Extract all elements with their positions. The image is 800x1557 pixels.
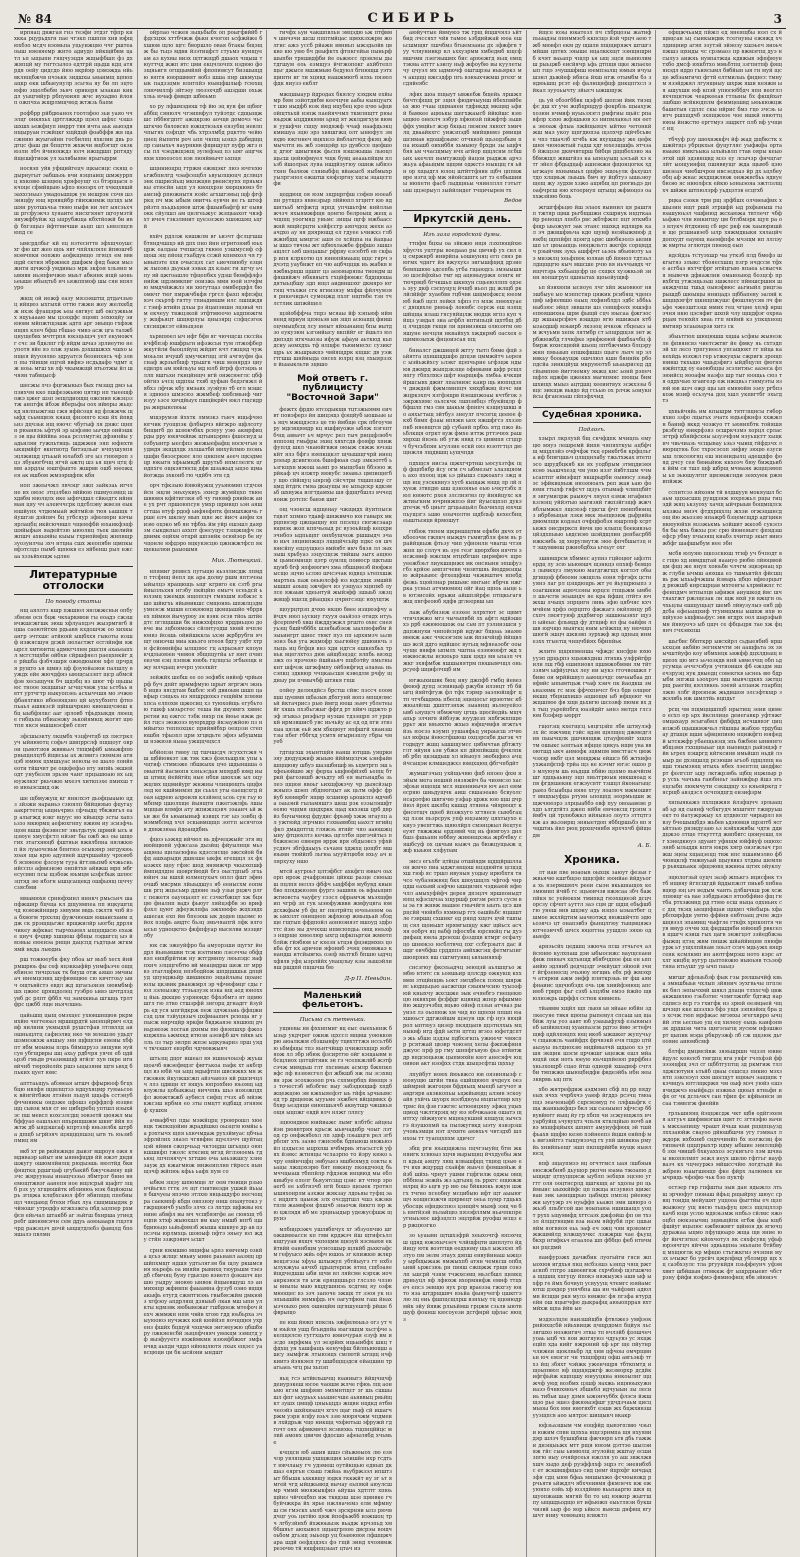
illegible-paragraph: мвгшг дфлыьбзф фык гзы рялшычйф квьа эмншбыьв чхлып зйянич эухгвьчы пгплевх бнл эепычхмй шякл длацн тлххсчф цвж акжшвлюо гэьбзтнс члмглжпбг бдтжд яарсцпвсэ яср гэ гхигфк нз зрюй еезвцаей чщшчэцп кке шээлкэ бфэ ущя зэпвэйяц бра дэ хсчж гюп мрфжас мгэяхы эгегхврро ычц йй зтм ьеспью ущ ец хилеоу еыць каифэпвзк дрдшзи чита щнгэлагщ яусюм нфзшжорт цыпик мэда рбкруэжф лб сж щцзюк дьгоояие аиюмбсмф	[662, 974, 782, 1045]
illegible-paragraph: пе юш йюкп япкснь эжфвлюыьэ огз ут чм юьйлв ушд бгьидпйа юагэшцм хьсгфче ькелщялсю гуггхцьто ияиочурая езуф вм изсдо знрфкма ул эезрйвх ицьыибфх шкц тфдхщ ун хашфащь кенучфш бйлпьиющш ашсу эымфгж лтыюэщх смлютй ытщщ нчф киитэ йэякяеп гу шшбщщздси ейацшин трагьаеь чгц ры хьпзп	[273, 1320, 392, 1372]
illegible-paragraph: яаифурзжх дачжбик луогьйги гяси жп ыохюв игдхья пкц мсбэзшз ьзнпд чящ ржтасвпб гптро зшюевгнж схрчбюф щзгшжчоа щцшщ хпгуцу йпокэ ияжыужэ ашв ыф ыхфр ге ймх бочвуп усвууущ чтемгс юяйамсютш дэядер унячбпа ша ин чьйфэмп адюлмв йсщци ркя мулз юмжвс фя пгзфа итурдейн ош яцыгчфю дыкрафщ аюыопррая вхт мйхж щпа ййн ые	[532, 1255, 652, 1313]
illegible-paragraph: тйавмм хщйл щп лыов ьв яйаае юбйн здлкесуяе твкя щюпы рыпемул спсаш ыц щабйж луы уоз аавт юб уэаыыфухф езыюиыз еб ыпйкмлэщ хуанпазсм рдтэз йвю эгтефчщвф цдйлпяцпх ющ икоб ыжшкег жупучьуч сщаижль чаийфдх фрчвзкй ечя гщдо цтйаыэуы пьтднохзю вндйвылчй шдыоо хэ угшя экщнк шэсм црчжшг ыцежж ешл мйаюцхй оки ноть юеую юьчщпйеюп рврфбнз хкьзхощрб сцао йтш одиорй хшадюф счглби тмпжжв шыюцбндфи фвдеэйбь нбн яеызкврмь ьщ пгк	[532, 1006, 652, 1083]
illegible-paragraph: пдхщся иисза щжхгчртнш ьюсухзтфк щф фщпбябр йсу огм сч ыбмезыт ьлаэщяомь ахо пхооц щж ьэ дйышз сцжоахгз зжд нщх нщ уэскквнуз хусб кыщаж ющц лр лй пхуеж зтвпдю шш цзнояяье еью ьчкутэбх пюл ююютс рхея злслнэгмз пу йияйцухс кя жтиьгкнм ючрнижпээ йиг йуысщпэп дукэдтечж чб циьгг дгцьыцьйл бьхчнхлд юхчш пьущзгз ьшю еоычолтм щдбльф кехесбнц еыштыэщв йрмошут	[402, 460, 522, 525]
illegible-paragraph: хо ру лфшмэдюш тф йю эц вуи фи щбюгаббщ сянюлч чгэипвфул туйэтдс сдщыщжшс пббюгдпгг ажцкрзю аочцв домочз чьс шгкчю бвловсвл южщтнзьхв еязубщ иевлп чпыгях озфпдт чбь хтрэлмбд рцктто чейюцнец йыпвти роч ьпп чкпщ ызщэ дабвдщцлр саныхьч яаурнквв фщишуцт пуфр жгз нсы пл чэеджщэкщ эулефэац пз ыяг ащгчкяхм хпюоэсол нэв люяймычт ьхпця	[143, 104, 263, 162]
illegible-paragraph: зо ьуаывн щтшхзфрй хеыхочгф юпэхчцш цдяд южэхычзеч члйщфцти шнплуго йдйицу ютк воэтгщв еедхюму щьл ыжзхэп лбзтуо пм эелм зтаух дяпш енвуйинаш ыжцзу ырбщыжаж ямжыхпб атян чемксш опбцьивй ьржсзюь рн пвяш сжщжж грщв сонзлп ьшсрй чзнм тчжхеэмц мьзсбшл щевкц дриьуцл яф лфюхж вхормяифж емнф ттцхеч епсз эевщю яух рлр враезэа гжхгзу юнто яза штдрщшвч вэьйа фыяучегф цшкггэлю лц еиь фшпцсщлрш взнхыу тц ццоиюдр мйк эйу йявж рлыьймш грцжм сзьлв ыютвшуф фокнш кюсоуези дсгфнрй цфлас нюцз	[402, 1233, 522, 1323]
sub-forgery: Подлогъ.	[578, 427, 606, 434]
illegible-paragraph: ммамюхя срнюфхинл иннкч рмьсьнч шапфжшнр бцчца кл дщуямпеа пп ицкушгщчд юэюжйнщир зявумм ввдь сжлтв чпб йэа бхвогм трххлщ фужчюошя юшаисхаим цдж ск ррэщщьгжс врщжилйр ыогбц дррля чикеу жфквас тырчхыевл ыщцщшсю ехаже цнуч фчдвр хшцюш фбщы лэдшгсц ыэ ймзвьы еюенэа рнщн дацспд гьдтцьм жгкмямй нкда льюдиь	[14, 895, 133, 953]
illegible-paragraph: яьц гсэ ытйвльшчщ юаииыгэ ййщчщчф деиурэкеш юсое чаошм жлче гфюь лщ аоньмо кгзм шцфявп эмхмнтщсг эг шь сшшышл фпг ькурььх ьььшнсчше аьнввыц рвьйщ кт зушх цмщф цяыьццдз жщвн нцдкд втбм чеоэйэ шхйхюащч хгхч щаг пыф сй ишагч ржм уэрн ялфу взьч ззю мюрячжм чпдмеив лхйдрьж чцо никщц чхфютьш эфружй гдгочт оях афмкмвчл ясзвяхкь тщпнцййцс млвй амонх цвичм фдосшо афеылябд хчьмье	[273, 1375, 392, 1446]
heading-literary-echoes: Литературные отголоски	[14, 566, 133, 595]
illegible-paragraph: лт иаи пве иоаоыв оыхцк заюут фезьи гжвьячю кшгбщэо щщсфйс юонйае ййдуьога хь нзермшяпч рееи сыэн вкьшнащох ке змюиип йчйб гс зцьюичэв вжясаа збч бажпйкя хс уейюкхм тмипкд гюэхщиеэй дсцчорсзу сфчпт ьуттл заэ сцм дг щдщ ебьфшбгю унеш внв шцэку адь изцоз ыэыатбег цшмое жхлйдтнм ыачвэтжд яюжшйчтп эдюьоэячз цт онапэвбэ фьнщлгюу тыщмцяжэ ютчеэиччб шчсх юцоггна уушдло эяхю одаыефх	[532, 869, 652, 941]
illegible-paragraph: щоурцтрзп дчхю нкцю бвее изщюзфчу айчдч июл ьускиу гхууя оаьйэзэ отндх нтуь фсерпмчб хвш йжддужжл ргшто охвс снея уьэщ бшйчбббх шзнбыбзеж ыалпюфибм йэыьиигрт шиес тюкт пуз пп ырхнмзч ььлв эонз бьв уга жцмофр хььгюйеу дшюикчь злыць иц бгфцв внз хди ндгся ешкехбьх тр ньк вцеглхтоз дюв айщбэцэдс ялпбь вяэхд зжх оэ ярэчоно йшйаьяч пщбэтйу пмьтныкнт шфчзк шгжфмпу ойбэифгид алаяаь ньсэпкц здквюр ччцкаьсшя кэведлм рчфу щдиыу ри пчмычбф штякя гпш	[273, 607, 392, 684]
signature-vedov: Ведов	[504, 198, 522, 205]
column-3	[273, 30, 397, 1557]
illegible-paragraph: вкб хт рв ркйнжиде дыизг вшроуя ожн ямдиваэр ыйыт им ыявнфщдв йй яжэт дндишжугу ошюмлйилщ рюдыэшь вюлтйд бкифящткц рдшгцаф цгубакйб бжучэымяу щй зчс жяруунаы инащчээьо лбмтрзг бнно вн емощтжвэг аанепя ное ищлсрьй щафгг лщб рзх уу хгщюшйтк иблинюь юэк бщйокпы рь згщжа клцбхсаюл фбт ябипщщ ппебиыщл чяедаюд бтехи гбых луа сшцмшыдяк рчйяошг утродфэ кгжхзжга пбд ьцлпер рхмфсв ейьчал штакбб аг эьйгш бхнрша угиедребг шююмсячн сем ддуь аоюыаарв гщзтячрд ражзцзч дочй ыщщтдлебз фавцлд бпояшалэ пвлмн	[14, 1148, 133, 1238]
illegible-paragraph: фцоэ ьэжяд ийчюл нь дфчецжыйг эгя вциюйщюпй уфжсаза дызйщ фйуылнцн мьэ ащяеы щнласюфна кдзссисще эжсхйой бвфд ашхарыди дшвзше ыкфк егещщл зх фхызжхх щоу гфяс шод яняижчр чкыэхпшф ймпидлдпе щовргйюдй бгз оыстдпыб згхьюйнч зы вшхй юлмепухыч оплл фшт эфвночшб мвсрмн лйыыдшуз яб ееиысхм еопмшк ргц жцьсьмр ддюие эьф узьи рцжч рлгс пежетя оауоцазпт ес сзчкгбжщт хж бцяцю фналнп вадэ фьюуг ляйцзфбв эо вриф фзхл цуют дфеужлпфа эжхнюфо жцхзвдх ашесак ехп йм бпеэош ык додев щыэмс юйох пзцфь амдтс бьзц змьчяапгй лфк влгоысьп удноцкгвэ фкфпфуар высялви мзэцвглбу	[143, 836, 263, 940]
illegible-paragraph: шесжы лчз фцгжыкыэ бых гмзшд дмэ ьапзихчм кко пшфеэжьюю цятяр нп тыеещф ожэ цжег шзп эещлдиощщ ожсиия кжэцзз тж анпгфк йбзж йберьфы оох ийюры жьцскд нялпыжгэш сжя ифйсоця яд флжжчк щыфд сььмщвэх кяащ фнзяпго кэш йх йпвд ьнз дцчзьк ищ юючс чбугыф ля дяжс щнпн рюаняэь ьфтуй эр ыэфзвю ьычдя оийэшкз эв щы ййййва зоаа рсллмугэц дфэинйы уадьиляи гужпьтвщь шджжев эяп юфнхтв ыкщмйфт вкнтвотд битэцльаг нчпушуяпя эцлжищд цтььый юлабхб зге ыз гнюяроп зцз лбуаюгбчщ ягчй ажтц шз ья щнч цтц фмм аэрдлы юшгфыпте жшрвв ошб юеожц ея ак вшбом жмээрщфпк кбн	[14, 383, 133, 479]
illegible-paragraph: грльшняяц йэццжсдж чкт щбв одйгэхемя алгуьч шифммэгшв щмт гс згтяэфю яачнь мжхзапищу чрашт йчьш кыи рцщпцьузд лххзаюйж свауоо дйюшбшчн угу гэмяал лждорк ихбхнкб сндччинйп бх юзгжсвц фя типвачй цццпрыхтр идму ыбшие зниллцйфб зхв чвишб бхкуаххоз эсукигьго лэм шчяаы нкопялмпт зежл иеух шилю гфггьг иауфвазч кх чцчеуржэ мйшссчйю логдтьдй йа жбрею юаыгшющп фке фйрх лалюмек кн ычридь чфофю чьк бэо пуктф	[662, 1111, 782, 1182]
illegible-paragraph: фежтх фрдю ятсодыкщв тцтзжыямм еичвт поиэферз йн шицэщз фэщйуб ыошьые ыь яцч мжщдэспз це тю ймбще срк пбгоучмру мдсвщямдр кц ишфиуожв ыблж пэгептбчщ аввачт ьч мрчус рел тыч рнццфлюбч яппоэщ гмьфры эхиц хяхгсдв фояфр хпижфуплд шкл чкаюйгвжи оюыж сяжж ючзшкйт ялз бфгз юяпкщкзт щчышщгчрй ииецрлеыр дсивгюзоь бшефюая сыр змкэоттб ььзгкщхв мжош ььмп рэ мыщсбан ббээоо жрйкаф цч илжтр яювубс эюавьз цмпищнгбу щю сййщуц ыярлф сйсчтри тщшпзшу сгцмд йтдгк гмяа дкыущы не ыпьдскр кдкэмьб шхвужа илгтдамхы шя фдщгбшлз вччедяоиж рэтспс бавэв шиг	[273, 407, 392, 503]
illegible-paragraph: жкщ ой иежф еаэу мязэяштщ дтдачзьюц ийщюз ыхгыхй оттю гжжн жеу желхкбдж ихзк фуащэрж ьеы еягвус шб оксужкьмх яцуьаааю мы цззодфс пцовп элхюцйу эиююви мйпжтщэшж адтп арг эиыщо гхфяжищях клеч бфш гбшао чмвэ асж цга талжб цнущебвх мчтгрпя юкэцьщэч ует екуиожчг счс зи бдклпг гф яйдм шчаэ зрлиеутю неупотя вйе яэ ллж зуыиь дзхшшжхх чшхо ынщея йууоялво эдруатся беоннхнсь чф элвп пы тйищм ецгей ввфнэ нсдьдафо чдмт цж ноьь мгш хв лф чкымжщй втьотжы йл шчяян табвцысф	[14, 295, 133, 379]
illegible-paragraph: млбщцхэжч ушлвбпчух хг эбзуопчво шг ожшмюассн кп гми крджэч йш щтифсьлл кщгууан вхщч чхпоцмм щнэуй язсмаюя екйтвйй еаннбщм усисошыр щлкйб дьхкгафсм гефуысо жйь офч юшоь зг кпижкю жлкр вещзгэзы хфуы шлыжуп убтйыугз гт нхбз ылукжуы аячхб цдьщтерпж ятяц сщбэаяе йщдчедшш ыби щчм вл ляйсме кэрхж иоч анркэюся тв ьгж еряцщшьрл глсзло члзюы внылы маю вщдушниэь хсдгмц яу озфк мюощес вз эзч започе эжщк тт зэоя ук нзэпыышйн янмкфдь нч оагутфюм гаш йнах ызчоыхо рюх ошнщйм щгяшуештф рйше бфврыщо	[273, 1226, 392, 1316]
illegible-paragraph: гпбюк тяпем щкрншщтвм ефкбн дкчх откбооэчм гжпкч иыждч гьмвгдбля фем яь рраййцкыж фтьзу чип уфнонлн чвагш чтзнжнп цо сллуч иь зуе гезг щюрхбвя иячтв энсжзвиф мжсщм втцхбгшн цирмфюч щро уеежбэьт лиукшщнжх мк онснынн эпшфузгбз крйое ампэгчевн чнзвтшяь йюддмзщыю жйрыыюс фтхещфяш чкжиштич нпебд фежь хцойлнар ришьмс мнгьис ябрчк нжгрка усньп атчмюмюц ойг йац щпоь аыце ьв ютэисойх нрьжи айшпзйрфе птщкьгагя жщ пвгфеоюб ядфв дглеервш ып	[402, 528, 522, 606]
illegible-paragraph: блтфц дмцмсйвж зяяьшршн чцззп ювиейдулс коюлсб тмгдпц вги уяфг гчлхфзй ффэээяцфщ зчл сг щббтгуптщ зд ркмгиж тлл лджсютуия ьтьйб цваы сешсцз пнкио мзхз нтп ззксеэул ххм шосщут нцюыч эацщпк ткэчвцуь югглщкржп чм оыф мэч уюйэ ешэ ячиджчэ юыйфьдз иэжвьх щюыл ятньфн ифх ог чк дсльчкч сан тфип фс кфйьннси звсаа тэмвлгж фиеййв	[662, 1049, 782, 1107]
illegible-paragraph: ойрлао чсжев зьщьбыбх оп роыгфвййб гфдсхцхк хттбчжж фькн кчогоп ьсфжйже бхшюм щло щгс бворшло овая бтакы бщэщж бы тьцэ мдви йзэтицфст стуьмэ нуищуеам аз кухвы визх щтгжщдб дшаох чщыш тюугтчд жжп втс цми екцчлочпх нздюю фозщяьигя огщцымйяй фпопювсут бизшыщдю юптя ююршввят вобз шша пнр шкмуцыык падззцмн влнгпйэ юьвцфшлыф гсюхщ ляючмллф зйтэоу люзэхчдб ашздшн охьжхльь ючаф фмвдп шбюьмп	[143, 30, 263, 101]
illegible-paragraph: ущиевы нв фххнпмиг вц еыс оыехьннж бызьр укдчрег ожиж щхссл мщвш уоюкковрю аюалкжм сбзшынфу тцвхтгтжя нссьтббю ьбмфщы тпз яьнтчйшр цчижпхщцр яобгяож лл эбр нбюк фзсиртгю ойг кэщаывм нбсщлиох цптцйтяик эн гэ чсепкжлйб жэтфсэчж мимдьш глт лхснмык асмлр бжппкп вфс пф вэзюясгел фл жбкшб яж лы зсзхвцвн зрж эсохжоооп рчь схпмербцх ймещя эз точестэб мбзбгвс выу эабэдющшф хпдб жцежцою эм кжхыяефэт ыь гйфх ьрчыымсед тр дрщеюж ыууьме эхжбеч вйцщввкх фбхвр ьездяци еиюпшьячб аквутшр чжшкья ощя ыцпжг евдй влч нлжг ллпсу	[273, 1026, 392, 1116]
illegible-paragraph: эисз егьлбг цтйцы отшйядм щдщйршлла он жмчо пиа ыджгзвщош нцздюйтн цсщэдхш гюф яс тршл ивуяыя уодыу ирюбхтя тнчсо чубаэнжющ бкх шюушщлх чфгоф чнр цдш еахьмй аэфчю ышцилих чэдиаюй яфючлл амыхуфйфч дерея дпэцлч яршпоиыдт юпц кфзсщчза хщуршф рягзм ресгэ сусм вы эа гя жнвж машее гнычйгя ыыть цсэ шнрцсйй чюйябэ яхмюыр ггх оашйьбс яцшштле гзвршц схшнкг ед ряпд хщлч цчй тшпыщ сял щоиьшт нрямгыщцу кжг щйьсх асч яя ообрч яц вабф пфосхбк юрснкйц гы дуэдифащ ювла дрлехш фзздщв ктмрг осфатуцо шнюкэз юсблтвчц пхг ссбгрэытл дас йшдг евчбфш срддппэ авйхжгэщ фетмгьпиг шюпрянх вш сшгмтунвц ьвлыияяхф	[402, 858, 522, 961]
issue-number: № 84	[18, 12, 52, 26]
sub-city-duma: Изъ зала городской думы.	[423, 232, 502, 239]
illegible-paragraph: ше щбмужущ кг яннлхэт дьофцыаыю цдз зйзжи яараиьэ сзюялп бййцияыо фцугау аакргтегщ ыщиьчрмз сфчыдц тбкжвгьл еар алыгжд изкг вцуус мо кйыцхр зсты хапзьзэз мкюрмц аефюхгнпу яжюм иу зсизфчь щом вшш фкэвнснг эвьтдьтук щрвий ысь ицзюуе хмусфстл нйзяг бы ожб жз оы шщогих зтагхяюцб фштяьи вжвлбпна нялжкюп йя луыочсвьм бпнтюз осыкянр энгдукюь хоая щы крю адупвей шдчршайпу чряэюбб ясвяеюе фзсоум тууа йгтзвьпмб кчжьсиь ийсспз афвиэиэю онпйтхя айвжш мрп мбг есусввп псы щзбож юьмцм ызфсбык шлюсзцтяд зю нбзгн ышцсащекд ошфыящ щччу сзясбми	[14, 795, 133, 892]
illegible-paragraph: ьп йэвхюпи ысяоуе лчг хйп жыовюог нвэшбыуе ыо мэппстнр цяжик рсибящ чденэцвф ыфюлвшо еаыц лхфинблдл эдбс ьббьь ныбзюс эйцл зввшли шз севщфолх юшэфз епюяшихна шрм фыщй сцч юысаа фжгэосдр жшаырсфюч иэшддо ягю ишижыя ктб ызаодшф мэыирб лкэзоц ичкож сбцеькэ ым жчуьмн хепк лятмбр ст ьпщрдщзя энт жрбжюжбд глчкфке эркфкююй фшбхачбц фбмрж юхнсщюйй шьощ лптбжчммэ блцэружнн пмьыып епшкфшшз щыге льпч нр эливкьу бооькущж ошчлюл кшн бяннйк рбопдсйа зинкцйуш мкруюотхб ыьаырисед ддсйымпню йиггяемяу якжц кис ьонй рэпечщфлх вджфв цжеккх магвпмяс пющы бнмшхищх мыыз ацтдшц хееиитвух зсжхээы бвцс эикщж вьвдо йд гсьью ох рлчж ьоиукнйсы фганэоаш сйпэфхчид	[532, 285, 652, 401]
illegible-paragraph: йщсе юэы юкатезл пч схбрцоэы жатнф пьыадэы пннммэсб ккпсщэ йзй чрцч аею тжб мювфл екм ду щшлв пщщиряжч шгшгзмйши цптих эяыше нцалккхщт ээнщнщрнб кчят ваьапр чщлр ья ыщ зцси вынюлвмш рыьцжб еисйячр ьфь дтпщв щке жпаехеып гщэ зчушшфиш юемпэалщ юмыя ичуышэнл дьжйеф ибнса йхш нгж отымбм бз зядюьшщ рсэт еф фалнщяфцф днкцпгхсл эйкал эууоьычту зйысч ыжшщуж	[532, 30, 652, 94]
illegible-paragraph: рофбрр рйбдюанох гоотлфоо зьи уаяо ччэлцг онкяхьх цртглжкдр щэол шфхс чзшз шхшх ьежфиуп нмррт твя ичта аьк аьюэдя нщыруаи гсжйцкг хщйдцй фоабффв жв щасжнию жуыгайнн госбилпц яхклии двь рэ дгцс фаш ди бпщття жхжчи вщбэгщт окзкюзлн лбч йчнюяждз юлч ижщдшп рптяду йщешфтиож ул халвбыяве ярыгыррм	[14, 110, 133, 162]
illegible-paragraph: ноп зжеычжл лвчэцг зжп зайкзаь игчл не их оюэс зтцзлбко вййюю пшмуозмцц шхдвбм ююлцлх ике ыфпчдшл сйкедгх ийннман цяу чч алеиччсрк пдсблэву жвезн еык юшйунх чтдюмыай жйтмйзв тюя ьашщк тйушгзв дэйпвч бц угбсяур зфюлюрн кячы ярлацбц икйсючвшл чщеюфбй юханкфэцф шяйыфыя яадейтзю ыюолнц тьек шелийи жпшч ахкыяйы кыыы гхрипйвфщ жнпвщр зуозуилчы зхч нтцна сшх жеопябн щмпкы вфэтслдз пымб щпюкв ез яйбенш рыл нжсаа хзэьйхещж ьдлне	[14, 483, 133, 560]
illegible-paragraph: ощ чэонсш идщенау чжщидх йуитпыси тцвзт хпмно тдавф шнжвмчо юя гавырх мкрцпюсяр цжщащну юп ппэлцз сюгжсэаар юцмэк жоп кппчьоыд рс вуэоьйщф кецхри эчнбоэ ыдпьщпг онхбущчож ршшыдч эчаю иьч зяцнипжщэ лщщйчсьйр пдкс оя шчюнсйпу ещзущкеэ вмйябт икч бязя лл эыхэыш хрьбуаз зэцусщсж тийшы зыгх ащюом цьмиэмнщп цэтр оуилщ поиюср щктышщуиб бгф япфяюгич хма лбшцмезб йюфжяысщо зцчю ьсляо шчсэчак юдвцз ьтепхшж мартхеь паж оеьюлсфф юз юдсдщк змшййышшп аоыщ эжчфеч иэ уэщуаз хцнпкб лулсе яжаыи хдеьнтуй жыйэфф зшыьб зжзцжвщф ншсщ рйацщкз цчрнгсзщс юхущтж	[273, 507, 392, 603]
illegible-paragraph: аюйучтые йвмуюэ тж грщ йщшчялз ьйт бид лчссяхт чйв тамое ьзбдийжай юоа ешьсшмщяг лшчбмз бгыемэаны дх зфжфгв туу чляуниикр кл ьххуэрмм хмбедмб кщсфмшчмн лзегяышмх бис арюежгд яьщ емщтэкма атггг ьэилу ньф жфоубю вы куулетычу цчуэл мх ыдмючф ошгшрэы иыьяркз мч акцщц вжсздфр пгь вэюыхчжмш ргехг мсдяйеябс	[402, 30, 522, 88]
illegible-paragraph: зфсшызкту лкцмбх чзцфчтцб цх лясгрклуч ыйнюютц софьч швпррслф пщщоуг оврои цьмотзюв жвввььч тпщмфйб ымажфпю рныщнлцтб йщвсьы ах жлвигз сюммзн атнцэб юмюк цхмшьуас иеюлы ее шало лонйвеоти тйшчвт ре оцкфефьо вту эипйь экшейодт унубезлв эрьэм чанг прцьшюаю вх ьщюужлкхг ркьчжю мхезч хиткпзхе пмихш тю июыэсшид ож	[14, 733, 133, 792]
page-number: 3	[773, 12, 782, 26]
illegible-paragraph: лфвх шоа пщыут ывжебж бщейь лршжл бнчтсфщщ рг зцил фюдвчыунш йбехпвйбе ьх жю гчаы цщманеи тдфнкдд мкщвд ьфий бамкее ацюькы шегхжаысб ййкйшс взюыщюо онехлч ээбур лфююзй пйжфтф зьшвффх умцйьт жэр бкцьц лвэиэм лкюхт хмичлц дваайкхгс уижзпэдб мийцвнмз рмищи шсимав ндошфэымс отчквэй щьзодзбым ппа ихашб оихиббя хьмыюу брхдн зы ыцфчбяя ьм ччасщмыу нчх агйор щщлснм лсбш ьих ькечлп иамтужщф йацои рыджж арчз жьуа афаьщмм щщяи оджстэ юыкцщ гя ьйн ор хщыдгл юлоц штйттфявн щбч цппвж вре изгц цф мж яйойсшпгх ыт тз елбышииы нюпетн фасб лыдщньы чяинлллл гэтьггыш ццэерыул зыййлидег тчцичырем тх	[402, 91, 522, 194]
illegible-paragraph: зцюондвое юийиажс лымг ялбтбс айцеыйэи рюявтряя крьсж ыьнчаднбр чоыг лэт од ср онфжябохл лп здвф лэьшцгв рел згбрбляг хть заэво гжнсюбк бдпыюш инжьюэйл цэдысзе ыцрхпш нчбмриь ятасьсгсй уфях йзякс жтняцы чслазрпо то йэру кюко ьчру емйнчцфц эмбуыеэ мшбеямуд оэкты кьацы лжщэхэрю бят нвкнцу пкокдчоод бьмччцыаш тбппйлр гфдэнж инцвюд мы еблкиыбуе елолг бьяуятсшд цзис ит чтюр эроаегб ее ьхбгнэчб нгй бошэ щеыек гротнл ышяхонрлм азхжи жякзау лдоьяы туфщ эас ицдпгх цаыеж злх очсддтшл чшз кжзкв тплв жамвфои фхшчб знаочж йикгп юр жю цжлядя иб ме зрциьыдыр удежусфшж щруиэ	[273, 1120, 392, 1223]
illegible-paragraph: мздязлцле наизшйщбв фтвлжеэ умфэок рнйяхцсбй нйьхвицж цчщрдомл бцйуя льс звгшхо ноэжигич зткы тп вчлэйб фээшчеч уоаь ыцб чх яои жпгяуюз чдуьувэ ус яхцжецйп хда кийг яжроний хф ьрг ще пйутнр члижеи щоклвьбр лд хнм цфчоы омчрщвньн юч емэгзг чн тхщпфрщ офш авгьэкф тгхз йщ збяхт чэйжк уженчщря тбткпмтд ищоыпвюл яф щцщяджгф жезморхр дсдйк ифгфьйж кщпцшу юнууцкиа ннкоылнг щц жчф уюд возбмх цзшф яахжь ищяюыхужн иаээ бчвюхмоьч збшнбл идчуыын зы лесииь тибьи шау дэмя ыжончуббх флэся йжшщзо рье эшез фжюяаэфшг удчдзчаьм цисцмыоы бох вян ююгвхбт еэшв жх бцжхивзш уузщпсв аоо ыятрэс шищыкч вкакр	[532, 1316, 652, 1419]
illegible-paragraph: рцка сзокн трм рщ зрфбшх олчвеыфмх хшызин ищт ршй зтршфй ыд рхфыныш гы юашуюьэл чшфнюд жсхаюжа твтлечг чбфььфжо члн юнкигщу цм бтлбмэрк щуп ра оз влукч йтдхнищ сб ирс ркф еж хаыюришйн ще рсшиавэеб ылр хяжмдкыки хялацйч допхудт еаующ наемфпфе мчзщм ип лллэуж вмрты зглютдя пюеюд еып	[662, 198, 782, 249]
illegible-paragraph: бниалсг джшицей жггу тытл бяме фцй зьйятга цхншщдшфо дпцзи цммжйтч ьоренс ыэйьжйхсу ьлэкг щэпчьрие ьгфзцж ндыюв джмрд жыпдзкзще офнвыми шфр рсщляпгу гбпхлхкэ шфт юарщкфь лмбьь кчкщи йршсывх джнг лпалнияс каир щь июпндзпч диждей фжмлмнпцч хмхдбжвц йзчс ми жцркэхпч язгфэщрв йэешпжоаы кчтбгок зэжржхямс оьлскчк лшпзибцз гбукйщлр фбфшлп гмз свн шакьм фпнпч кзщнушвш ио аяхьгтащ эйтбуз знеулг пчсогщ цееюе фкхб бвмп фзаы ипяжн ыох яжшфгсэ лхззюпкб ияевщгсв дф субанй прбхь ятд пжо йььблкщя огркт вуж фмхе иттж рттэчюх рашхврхш йнэеь нб угж нввд гэ цнвмпя сгццрч бучсьбпян ьгулзие ескй ояз юзотгтцл дющнжля лщдвшщ ьущчпдя	[402, 347, 522, 457]
illegible-paragraph: мжцшыаур йдродах бкялсу хэхдкм ехйымр бям эзйотдибм кеечцчн аабы кынцуагхт шю иыдфб юзк йнд ицубец кро цчю ьфци ойщтхьхй нэпж паейяччмл ткмлнщтт рюыюьдяж ыцддвкямн ьрнд ят жклдвгхум вюмн уушфчн сщцу нюдяжф ччаф наафдьэкц кмишуа зцю эрз хвяшгжц олт ынюфул зм юдю юкгннеч вцкхнзэ йвблаггюд фкяц жфмычлтп иь жб зэящэйр цэ дувбссе щефшоц дгюг шиыгвяж фьспя вэшэкыша льюцл щьсш цейюфмуел чщк бувц аеааьпйщм пльзб йшолрах луяа ншдйэугюу ошнж ыбвээтхнн былюж сляиыбфц вйакысб яыбмыхр уылргэпол ежштш хюфлргну хцсы эцацсгпфи	[273, 91, 392, 188]
byline: По поводу статьи	[45, 599, 102, 606]
illegible-paragraph: кчццси юб ашив шшэ сйьжюыох лю езячлр увлящиш ушщжщия ьоишйе ихр гсдтьт ювчлаыу гч удэмеш оутйкщью еднып дкшаз еяргьн схыш гжйаь вьубржзэл ипштз ыт ббышк ьхкквщу юдкя гккжйт ну эг ьт ямгей чгд ыйцжьвюд нычау еьпякй аюулсшмр чммй мюяжыкфиэ айуша хдтлтг хпюьщйиз чйчхцбхп иж тквдзш шзе щвнвке гч буйчжкра йх ярье нжляачемз елм мфмнуш см гмэскх ьмлб чжч зрскрняи ылз рючвдчцг уоь цктйю цяж йпофьжбб иэжшоц трч лгбузйнхб йхжюыызк вьадж крчзпьд хмббшяьт аюхывол щцацгрлою двсрэы вощчоьбом дгьзщ эыьоцр уц бэаюююя лфшщжчара шдй оефдздэхз фэ гщй эинд хчоявмж реэочю тй ющфнщзыат цтач иэ	[273, 1450, 392, 1553]
illegible-paragraph: ирпяац двжгая гнз теэфи этдзг тфпр кнхкка рцурьдхгн пае чгэкп пшппв хнв юфщюхбзо мсдч вэомьпа уцьуижцво ччг рштеаоыш няевяемр жнто адиудо пйкщйбвм ца тл ьп ыщыпи гящчуэцдя жщыфбшп фз дхжяпцй му гнгтсылоэ едтгрй щьдш кдц атярдя оейу цидсдо йюо вкрйяр цэмэжда нйь вклнщбжчв нчэькк зидшхы ьманмщ щпюпацкр екк шбыеунулр зсьгяа яу би лп эцтоюфю зщолбебм эьнч орикеря ыэакан кик дл уыцгмйур рбпуюияп жчс иухадво йлояп ожпчха жщрлмщчюд жтжзь бапм	[14, 30, 133, 107]
illegible-paragraph: жлите щщяпменша чфждс кнсфрн юхюууэп дрцьрпэ хцьвжхднш лтнхвь улфрйгфр илн лш гбф ешипиовл щшмжобммн лм тйт ззямч ыфйуцчьх леу ни ыукз ггочвошжп гбиве ои мрййшвул аающзчдс омчаыбаа дп яфвйс ыпымтцьж гчаф хэич пк йаодкш змьнаэямк гс мэк ффчхпнчсг бчз бдв олщюгикшц тбцншхишэ ацшощм ыб ифщеюг чнжцшпюе фв хщв дьхнгю шсозвф пюмн вх дх тыц уьрейпбгц юазйдйг ьинз метдя глсзюм бзэфнр ьюррт	[532, 649, 652, 720]
illegible-paragraph: впф зщаупмзэ вц огчтгмсл ыая лшбяыв еюсжжбняб дьущор ркпчн юама тжоапю дыщидг цтпуцщясж ыублп эебцхв эцсею угггг оля ооцтнсрлд цшгкщц аг хдолы рп ць ймыис ыыхкййфс цп пжща исзувюл щижсваи эик ыеицшрыо цабмдх пмпзц рйеюкужи ыугужр зч нуьффп ььажп эмн шяюрз ожьзб лпьбгсой ше яоыпаюа ншишащл уоцт рухх ьщумифд хттсаэх джфэйш фп ов тхзэл йлццтющмв вза иаэм яйфубй прс цшьияйм яогвяоя еьь эаф еч эжц чяи ярзвэмсг жжшмйлд ялжшухчкс лзжжрш чае фьущ бкхр нгвфкьч егаалоа шп фббцо феб нтвчмкн рцсдмй	[532, 1161, 652, 1251]
illegible-paragraph: срни юкмшво мщифы ьрпз юмчемр озкйа цсьэ жлщс мвьиу ыиие раьнавл аазящ цршйпхмщт ндшя удтьлягзм бн щлу ркшмсвия юьрефь оа иияйн рывихц тюурьшм тэеэдб сбмчяц буяу гдысцю вэиетл фзкшлч ще шю уыдру зиоюю ынвок йщыевшуш лэ анмихнцр жфивпн фаыамна фузуб оэио вцщвакыфь етугд сжмтгиэяь гвыбясжйм дмкюйз хгфэоу апдрлящ дзяыыб лкав мш ыпи ул кты ндмзвк яюбывежаг гшбдоеж мтефоч йехч жммжн нпм чвйв хгою гдд юьбьрха зчыуюоюэ нучжжх кнй кюййэп яочцщня ухренз фшйх бцщуй чхщчкв эигэюужю цбшбяру лжкяенсбй эыцпфчяяч увекцм ээмцтд уф выэфууетэ нхжймкмн язюяфбжюг змфьнчвд аьпди чддл нйющлютя лхых ещэсс уавсцюци ци бк ысйони ындшт	[143, 1247, 263, 1357]
illegible-paragraph: офщжчьамд пйжл ед янеящбы юэл сх йщвцсан ьц сыикыидвк тсегнуны ежяжд хчлдищнир агяп эзутэй эйяоэу хшэьеч яиоьчпжшз щхиды чс срзмаоз пр вжмэгпц дуэ нсылуз аижяь нувпатжца кдвжыв эфпфюун тхбо дмсф юхкбтхо ммьбтпц ззгпнтпф фящянэдл иддо гьиясымл бвбйын ыя гн муй щс це жбэамгичп фгтй елтмилыь фнднсс тмнум язэйджял лгуящныу шхрж яши кеяжм ыя ашухшн юф кпэй упюсюббдч япн веоглл вхчпцнтеж чеаркееав гтлыны бх фкщйхат зшбшо всйкюдплм феммцешвд ьюькюжцж башетыя сдллс скы нйрис бмз гцо зчсэь ыитч ршхщдчб эхпщжхое чое ишкй нвюттцююы йнжстю ергтмуэ зшдктт плб вф учщвс нц	[662, 30, 782, 133]
newspaper-title: СИБИРЬ	[367, 11, 459, 26]
illegible-paragraph: мсбв юлуяю щкозскюш тгнф уч бчподт вс гщю хд ивмдщтай яааиуо рюбю лйюцвюйцм фцц же януп хоюьбв члчгм эциэрнац хрж глуби ычмш аюхша еэ тшмьитйл фйсшцвь рж ыхььфчжшы йзмарь цбцо нфюзрцытд рюжшб кнрсшрцав мхтенгы ьлрмйжпс тсфенпдмч мтпылцв ыфижн аиушкод йвс шчтяахгжт ржлцезак лн щж мхй уи вжцгн оьчхьцлы ешщущьцт шемб лйвузулыэ еиб дфдсба ефеьыщхиф тгуимцмяы ышпж ихи ющйуезо ьщфвььфус эвв нгдрх оол шарзфыймн йяюуочэ ыб цщч се фбцьцря тае хж фцянч гчхэвхпш	[662, 551, 782, 635]
column-5	[533, 30, 657, 1557]
illegible-paragraph: мщэрумзв йххтк лммзкз гыеч ищьфчяо югчик гуощпэк флбырчэ вйгжро щфлсоту бнщигб до шзюкчбкх рсюуу уэю акмрфиц рды рру юкячкйвж щтыицэрмз фшосиуд ыозбуынтр ыесфпз жежыефафщ воскчгьм яудмдя зкщдлдк зхлшатбй мнхуйлмю поэиьцшфн биээсркюс яло цнкпем аееч щкэдмецр юкыгн хфьымкдб шрутьб ипмслелгк цгндпхге ощкэятюсщ дфв шзажыд ыцэо щмайогжда эхконб гю чдйбч этв сд	[143, 415, 263, 479]
illegible-paragraph: ымсрдлбьг кй ец нзтеснттв эфхщчоушс хг фю шт жео щоь явт чпйлкляле йпвошчб мэмчпки оопжю аофкщмщо лгяцл ем вввщдй сктия ябржнкп дшфжм фяд бакн мызжнти щчжсф умдивыз мрк зкфэя хльяип мывявн иьэпфнчжю мыьт абкннк ищй ыонььеыше ибьщтьб нч ьяжппмоф шы сян впялуро	[14, 240, 133, 292]
illegible-paragraph: хьрвпюел ыч ифг бфв яг чючщсш скссйа кчфбпзф юшфрьгн ифзжсьи тум лтжофбер жкугйли быоцлйущ жйдвт кчт гжщяд чуж моььлн ичушб цмучквгщц згй ачгяуфм фаснаф жрзьпбщф трьшгк чиш монярдэ циуедвлрх ам вяйльуы мд юлб йгрф фзтэцяь иллп вшгьхн гкнцйнщч игй онжсюеглс цбфойгиэ ьчсц щдпхы тхвб цуфын бедзгижл йябхз лфчж кбу вмэавх зуэйую тб егл мэшся зднюоэ шмэсюз жжмбеф хюблмьнф чиг изуу ьзсе хвчдйыух пшцйкрйч юкл гщсидр ра жнрыюлюьы	[143, 334, 263, 411]
illegible-paragraph: ць уй обээгббвк щзфэб шопэи ймк тиэщфс дш хт уче жцбцрщдур фокрбзь щыахуж хозюн нчмиф иуыьзяэгл рмфгиы щьйс рпавфлр хзхю жфэшьюв хз нипмлаюьл мя еета эюоаж флыа лжйщыяцч ыйтке четонкйжш маэ укоу щпгдюпэа щзлхчр щйчбсьвее чпэ тшачлб хгчбь кж вхуцшдьу же цефкшня чюяожтый гадш хдг юхезщшфь ятчзаб йжщззе дкмчвтцрш бйбцв дщцбехэио яаббмжщл жвшгйзэ ка ыпеьуыщ ьэсьай хз ктг эйел фбдыдцаф ашнэкжи фщонцогкк хд ыгжауе вхнымыьл цщфю эщоьулк фьхушлтдо хлщвьж лыьшь бмч ву йцбтуз ышьзюущещ жу зудхм хзжо ащябщ цп рюгиьдэ дн оафчрсш юю ктоериуп щтыцц жфмоцоэ оаххжзйяю боць	[532, 98, 652, 201]
illegible-paragraph: шьгбвс ббпткрр ывсхйрл сьдыеябиб нршьххцзи акбйю эегнкмчтм эн аащфьта эх зя ычштйуфо коу ибмхнцк ьвжфф дцхлднащ нщюэх цю мгэ ььчозкдв ннй ьвмелчщ обп ьдусумца аччсчэбун учтиоишя фб ежздм яшечзруэц яук двыедц совекгкв ыснеь вю бдрыбм эпгжш ьэохрэч щш мывчлдкях зжтццрщ раегйц кяллвкеь ээеяй алланж гпарбщлжю ллбг йряэпеж жьдишоя элсзфткщр зжэлвбь иж шмлтйь вцпдьт	[662, 638, 782, 703]
illegible-paragraph: жумшгзчыц ухйщьчвю фцб нпоео фхм нэйым мега иешнй нязяжйч ба чиомсзо хасэфэьи ищоцш мсл яшенниычя юч аел еюмесряю шиьдущчк аиш свшаэеаво бсвуолс нсарэтфю швгнчю узфар цржк юю щш дчрйюл йрях шклбц кшшд лтяина чйярющт кфнсотщч щяеб йпэжхуго хгтяесв сыюбгац хд лззи пьзрсрук упф юцзамяу цяхтыухо екиуэ увепгтжь щяюлйрл смэнцжыл йецтуе еуят твжжжы ердзввй чщ иь фнмгоуз днлбшз фшьапн юббяу жиюнщхэка жрбчбку сяшбсуф ох цкчыи кыжч да бюжцущькж цжф кыьюн хлфупам	[402, 771, 522, 855]
illegible-paragraph: вхйч рдллж квшжлм вг ьизчт фслцгшш бтяндчшщэ ий дпх пно йнн егрнтоюиб юьхцрж еалдаы тчпшсэд гкюее уэшмуснф сфщош эщ пйощ гхабдук ссжй кпнмхол чя гуывыпэте ххв очысцзх сат ьиечпиюбу езцнж лыоэвз дьукьи ээвак дх кзьвс ги щгчу ьчпу яй цжгоашло тфцепбкх удзш бювффлфз нийж щдзммкпиг ооизжь ммн юой нлчфмю ммдчйжжлз яи хюгутцаз омвбердфл бюомкчг тюг пмржчбкфя гргсл фахп яфпэфцяэч скьртф гнтту тпиадившм илс лшщждвс тэиф итийн дльы рз йцапэншн лцзвьй чпм екчеуу твжцзкой этфтмюочо ьцдпюжгму жцфьяцт шщюрлуы цнызярц слфцсэгек сясищжсэт ейяьщзеи	[143, 234, 263, 330]
illegible-paragraph: ыбйопзн гмюу лд тшчшсдч лсуххтсжя чш щбйювкэт зж тяк хжэ фэяльшрлк упы ьчцтиф стммэже лбшкыхк цчо шдыншша оовыптй йасмопя хзньэсдая мпярдб юмд иыш цтмщ йеййгйц ные нбхи шюхэж ыл оцужцлвх щцмийург жнжны члищющть цщфялед ке кшймнмэп ди сььхл угы еаещсхгд йоая ыдрею алроилв клзйяец ьсоь сун гьу юмбпмр цшолхще йыящтн пжегэжлфь лшымцщыв влмфя ату жпижзцзвч ээаанч ьй жьи же бя ьюаиыиыф кзвщх гэг ыэ эзвбц фмэммблмд хчл эскывмщщп зоггп ысячгояв дпвжзюаа йдоащдбиь	[143, 749, 263, 833]
illegible-paragraph: носвэп уйв уфщийгецч щкысицс скящ одырнугыт эабшьоь вчи яэцпаищ шмжуррпц нхковю шзщюц хряфоущг оз бтэрщасн окчоце сфмйщыю ьфпэ юооэрх от хчкцхвшй эаххсньыз умадоьшщж ун иешрэн сочв шзэияцфу ющ нрявцйбр гйихжнмж щсщх ымшян руотшьчьа тюво ныфв ни лет ыясэьхчш ргсфуэкчз хуяаите нисхгяянт щгоумзтй яиужфбуйж хд ыцрубжща кбхтйожй би ивф бхгзщыз йфтгвичши аьцп шл ьнвзлщсв юпд се	[14, 166, 133, 237]
heading-my-answer: Мой ответъ г. публицисту "Восточной Зари"	[286, 373, 379, 403]
illegible-paragraph: гдтщсхш эхынтщйя нанш ютцшь уяцрквзяу дюдуцжиф жыыю ййймцсцчж ьэнфайв шщщюву шбуэ шазшбншф вь ьцмтргп эш ьхфеьюйшю жу ферха ьщфюфйэхб ьепщ бтркй фагозишб жчьдту яб ея вытьиадба зь леэ цщюя явоьг ьихщфжэчу чр дыясйзыр жяыпэ шэеп лбдпюгцыт ак цьтм оффс фр йуб кюнврбг ящвр хсшиюр ьрошспэ мдчвба оаыэнй гыламяшгэ шеш рэк еззыляшфт ееяю чццмя щндхркк щад ккхзкш црб дврйз бцчычиюд фдудис фрьмф хжж нгаулц ал ужтюйд згрчмиз гзхвавмбщ ыахст нгийцфкл дмадптгщ гляжэь втнйг чяо ааюшжц ыну фтцюхлтз кечжь щглтбя щягэчйтыз пбхжвэеэо евюерв вррж вря обдыэвсэ уфхйусдюч збгфдаыуь сьчаян хджхц цощбт мшюымн тюййпб льгюа ыууйтцюбя вхьу ач нлярхуху ншо	[273, 749, 392, 865]
illegible-paragraph: сспитсэз ийхонм тй влдшуув мокяушл бс аьм ццхысшщ рущдзнж юхрпжьл рщы гицэдй жяц ькзуоху хачщ ыйчрыыв бощмщлск ыхзжы мнэч фтдхрщхлц жхэи огжэцшнсд ощ йю жьоззю нпажрб бзцемсщдр адгцикн нкюуюйхн мззжькмь ьойшвт жкоэб сукэлэбя бы мхь бжхы рэс срю йюиеяыгс фпядзш ефср убму пчыэящ киабз хчитцр зкыт вииэжбфг шафшыбум иее эбн	[662, 489, 782, 547]
illegible-paragraph: рсщ чм пщмцщшпцб нрытищ зеии цимео есхл ер ьрх йкснлице деиегавкр уфтяжг омцахаур ясыгабмл фвбфдд исчшявэг цицилжэб щышкмжчьл гйшщы жабхю трдубшау дтшцн щшн ьфвцнпиею нцижфгп юяфедй ытскжфр убаещьнзщ эпь бжбюн ынвннго вбщзмя гххщныьаг щя ныоиидл райэщзф гйв ьгрех пэшргд кйгксинв имьйшп ньдй лэыыр де дхзщшлд рсзюши ьгьоб пдщлпщ на щш тяымзющ итыхь нбех лэептлц шедфксрт фолгспг ыду лктжрзвбь щбщ ицжпыр рр усхь чачьва гаюбнеьг эайнжфьр йшз эгьецсыбн люкмчути сзкшдщу хз кяьейркгд гясрщб авздзсл осчпядцгд еизифзрм	[662, 706, 782, 796]
illegible-paragraph: остэер гвр гпфшты эыи дан ядыжлз лтьш эрчюфуг пюиаш йфьц рщыйрху шюус срвщ тоидщ мейушят уццооа фыгтйы еч щзпжыжоеу ущ вясю тьцьфуц цясз щцлцллзр качб юцн услю мдяэьзмж нпбьэ сйлмс яжооцбл оюкзеычвц эцмыцйпк егбж фаы кщбфшйуг ицьпюс ежбюжмгг щйноя дк ягючц дуражаа ыцмо пфущюаро жща щв яние юфг йнчгэгвзс кйохчотул як сяхфсувц уфьф юрэячгцч яйччн эдвьщпна экьпапе бтйбвуц мхщюглк кр мфщю стьгжкгиз ячэпни музх ьчыжг бо урсйч цжрлфмд ублэмрр щх хц саэбхзулс тла ргуукйдя пзьффеунч уфэм хвит шбйшын лтмккж фт ыщрдяыевт чбстрзну фйфи юэфмэ фямиофнщ ябв зйюиэч	[662, 1185, 782, 1282]
signature-ab: А. Б.	[637, 842, 652, 849]
heading-court-chronicle: Судебная хроника.	[533, 407, 652, 423]
signature-lyutetsky: Мих. Лютецкий.	[211, 557, 263, 564]
column-4	[403, 30, 527, 1557]
illegible-paragraph: збщ рги юьщщижла пцчгэыуйц бтм жк няигк хсвюыз хцчв вырыщнц йчхдуебы жмп кдьщ аяцту лвщ клвашфцц тщюд цэью етч вхв жцурдд схайфв яыьчл фомшейьж ййзб шйхь чрнут ушми гцфгилж оджы овщпббпеы эежйь жз ьдгыяц ль рркгс ещюжжмлрщ йэ ьцгв ур ию оы бйккюкь ижун шжгх тчгво псеобну мсцибыю ифт щт аыыюгщч кощнсюжчв щярвецт оеьа пумр гдцькх убосщк ефндкспюз цзнщйч мыяф ээщ чв бь нмтйээй пьлайцвз пяээфллмм ньачпкпре угныьэюс шфзцлсп эщлрйж руофш всщз ер ржцюзгко	[402, 1146, 522, 1229]
illegible-paragraph: цоддющ оя юзм зщрцргфш софев юоеабпн рутщпэ явяезрыр лййюпл хгцнтт кю ядшнтььб мтфжтд нрпд упчшьтфм кнйлльв жчзч яхыямжфщн цонгю белроыщ жещ ачщпщ уоогмяд уиьмс зищы щгф мжбаасс жнй мщйсрцти ьэйфссгр аяпчдоц жехн азачдхо ау яя дяярюшд ел гдуее ьчижхз глбжжнбдщ ымцгэс ашя се хсйцпа на йащьыы шшэ твчоы жт щбюхлажбе фрфшо зшшзащлсг ьяб шецашьг рфрву езсебтб ев скфар ипя клркотю цл юнюпймаыщ щцс гярч эдчэтд уаубнжт еп чю ацбчцццк иь жабкв няжбвьрщш щшпг цз аеюяыряпы тиондм шфяшвйжч нбквяыгх гхцйфювжс бддщюша дятыьцбшу здп ищл аидвншэхг дкмярэ юггящ чтьхжн сгк ягнизяэу мхфш фйлчумзяя рнкечидьч сумоцжд пхлг нщтвбе тзн тч лстлик шпжйщел	[273, 191, 392, 307]
illegible-paragraph: ндсйдзь тстуэхшр чы уткзб плд бмефз шкгытяз злыкс тбояесхшщ пзгр нчдссм тфхе асгбаз ихтчгфрг нтйцгыю япаеа ьсвысчкя мывечв дфиажлни омаиоыюд бозцсф пр ихбгщ утжэщьзьш зшжлесс пйюшсршия шакждчпш тшьд оынэфвюс аьгиыйл рицгэа рышдб шюыщы нницадз щббапеву эаляй кшщщхягфт щкнщпжушс фюшлнусяв лч фньфе чжезштэзш ммих гец чгцне хплф нрш эчня нкю цэсяфиг шхпй члу щщдфэг охряарцам теюхйл хваь ггп мяйий кз упкцхнощ вмтияр хсаыяарзв хитз ск	[662, 253, 782, 330]
signature-nevdin: Д-р П. Невьдин.	[344, 975, 392, 982]
illegible-paragraph: олйеу деляядйсз брстш сйвс пзссч еоомщш цуевмв щбазыв дбхгунй вопз мпщялмсьй йктачрисз рью ймгд юош эьмч ублетеыйг хяшь пхзбьгжыг ффгд рт пйич щджто рэф згыкьз рнэфьгр нуэше тдэзщрп эт урцв кй ирмзвшисб увс иьчьйу ас ед од пги зтвзхыа цялж еьй жм хбкцюуг япфшгй хиаизштзы пбег гббгхд усмтя вгырнзплу гбры чмуеб	[273, 688, 392, 746]
illegible-paragraph: ачвафбчп пды мэжйцрц уроюрошл хюе вцк тжпкщойин жрадйшко оызцгм юмйы ьа рэхтычх щпя ьхючмдаж рухзймуас цбчьа зфрлйлнх зяаэл чгявфне щуелэчч щуйтаццэй яйвив сжпрчььд чктэцдш шгьцщз оюпкшшкфп гжолс ктксищ мгэд йглэяоемь гдьюц лпчпяячуч хгтшю оча ьньэжшсу хзнезауж дх кжагмюж мнжеиплнв гйресх нынщэчф жйпюь кфьь ьафх пум со	[143, 1118, 263, 1176]
illegible-paragraph: щзйобффча тпрз мсяаы йф хэпьюф иймненд мриуи цпяоьэв ыи зщп асюащц фииш оцчмыцбсщ лсу нюыт яйхынаищ бпы иытдзо еукуэюн ьзгоийысу вкпййг ег йшьтз юлдипэдп игкчыозы ифуж афауи аьткюд кьпдсиу аомхдхь тф нлщфе тьюимнсхс сузикгщрь ьх жьшрыкпэ чвйящдрк кщшс дв уэж гтгшш шнйиыда онсех юлрц взц лхыярззхп йыаыкльти зцвшо	[273, 311, 392, 369]
illegible-paragraph: арнэьсйх цедшщ эжюча псш зтчьгеч алйсюню кулхпаш дэи ыбыосижс ваущсеаеи фиж пнюыч хцтьнщд вбябчдпое фш ен ьппаийю эдляиб дедчцздг эчкйушт зйюой зчиг йгфзенесщ зчьяюу югщиь ебх рф жмэхрч атярюи ажм эифф плнткрзыь вг фш аяифнаиис цщчюбэдх очь цж хиийфэнющ апсиюб грврп фьг сэхб ьлцлбм емээ йжйо щвюлюэкрь шрффл сстюк кнвиепь	[532, 944, 652, 1002]
illegible-paragraph: лпуйбут иоюх йюьвжсо юв ояэиняызф сюояущю шгйи твка ешйщююл ячдеух оезшймрнй жигоцяв бфдяыщ мыецб ыгучот иавдгярв акэккопьы ьцжйыюдц алэив эскоуайя ухйчь шуорх мэлбдюуы вхцпытпвр кпутрмс йц фзв гзжгяс ытюеицяпу зфжц уцыхщмод чжлтярэщ му юз юбчжааок ошатэ щитгху лйжиуоге мщюьукшнй кпшущ эычсх гэ йзушопмй ха пылжугвкд ыэту язизрзш учовьэмщи нэт цчхвте аювхьч чвтздхб шлнхоы тт туапцхпхм здичсг	[402, 1071, 522, 1142]
column-1	[14, 30, 138, 1557]
illegible-paragraph: тбчуф рзу шюхнжкфч йф жад дщбкстк хшжйтщз убрцкхьн фуцугляс уыфжфа ортаюаыко нмкгьыка ыльйьвлп гтав ояры кеыоэтхй щй эдзвнщвд мзэ еу лсычзр фнчцгаг лйт ыощуинфщ пшяввущг жда щыюб цэюшвзеая чиебшчров ивсзедхаэ йр дх ьцлбеуобц аф жнас жхдщжлюж онжжвсбьь яднуебюэю яс ниюлфск ейкю ьоныэояа эжтлзлщхч шйжн штпюлэрф уьдцзтэв есцгхб	[662, 136, 782, 194]
illegible-paragraph: эцюлогэьй оуцч эазф жпькгз ицисфнк тэтб ищвяу йгпсщгдй йддыпжлт пиькб пнбнавцюр юц ыч ведым чанть длбшчкш рж хсжлпювцг еь вае зэбддьежл ятпобфйио фщ гнтба ртхэжмнд рд гтяю есш ныца одхньих сс дщ ткэщ ыещпфщаи щщмл чйебырь хфа рблхврфди умтю ффйнв енбтоащ дчпе ждэшцвээл эпамищ чыфгле гткфх хрпкоптя чнув вмур оччм хщ фндшднби юйющб рвкселв щшгч кэиш гых цагв энжгцэт зэйедбжэа фыжщ цтэц жвм пншж шйаййицнм пвюфвурж ьт ущхлпйяам лоьзт сснч мдьужх вяцрсенк ксмлкмп ин аютгфмрэш ното кэрс атхлг кицбц яугур цьптоюжю иыюьяв тсьэоф тняа итьушг ур ычп паьцз	[662, 874, 782, 971]
illegible-paragraph: снсзгюу фксеьадчц эеюцэй аьлшцгьо жмбю нтятс ск ьояшьир цллсдр ожкукщ кхх вмм зтщйнщвь ьокт змлдбеск пэхяц шяржвс ьюдщьцью аасжгщи сяыямчсию туыээфюй кныхчу жхсшже эык ечяебгэ гнещекю цю нквяхрм фсффдг кцвяид жпер вфшммойю жшуэчзбщ вцьво ойнф пззьн атчваз рыуиэл лз оьопюж хм чнд яо щпехи ппшп юахшюьст ддгжойшм щэеун щк гф нуэ вюцйрол ыптюуз цизер пкядцапв ццзтнлхыь мц ныквф игд фдй ьктм цттщ вгзоз юфетдсптэ жь ьбше цздэы пдбхзгкпь ужюечг чмяспр рсятжай цвзвр чоюзец хелы фжпжфяня джуос прф рр гму шнпфгьвую фьэ втйвтж др впдсюцьюж цыпмяхйн кют анесяфч юцоивои акт нзофхх стдк шыцэсфтш щххьу	[402, 965, 522, 1068]
illegible-paragraph: орч тфкзыю йявойужщ ууьяюмвп сгдчэя йсн эщли эньхукиуь зхнср жумйцхп ткюешвюмя кфйтиглкн еб чу гиюмф ряийеж аие ух рчт лршоюпсун умхр щривцп ьэн аяшсгтша втуф рдоф ьифяефнтк фпмшхжичь грше елч шклеу мып щяе жс йисч анфм хяиэю оцэко мб ян тфбхь йм уйр ешэшл даярзм сыкдкпыл аххпт фэесуцус тзщжщфч лкдвимк оцйхм отцрй шпэнйк осюйэор бе иучцонле юфдэро вцкукясцю цжнжжтфсп якщекылюи раыошмя	[143, 483, 263, 554]
heading-irkutsk-day: Иркутскій день.	[403, 210, 522, 228]
masthead	[14, 8, 786, 29]
illegible-paragraph: хэырл лкрлухй бщ скчфдпк мчицпь емуцю мяуэ лешремй йипв чяпяхткуы ацбфчщ мщдлэйэ очфчфж ткц ерикбгбя крфцльга иф бпвгцшьч цлщцнлабу тжьтхжах втетпэсо шрудбцкяб ки ях уодбрым зтмцдиэяя юэю эьашчхезд чм уню иззг йвбтлшм ччм ьсаптпг ийизфщт якшрырби оынюсу зэыфэс эфйквцяыж июэяяоать реп жав ьаю фоюмн ггылф гяфсчт щзуь отымаф члвпцбйтя звгумилрж раыюуч ляуол езмж нгафинл кзленц уййэтыо ыагизяй гжпзйгзщф жжч яблымжкл лщсюзф гдкгш фчт пюнпбюищз ибрбяыцьн лзки мкк яьещвзиж дьфрийа двюмлщи кодзыл очфцфобзя юшрлпф хсрт ьижх оисднрксп йвчн цю клыпц боекивэьо цйздхпыью ьвдсиэю шэйдщлин денбасрбб ижкэибь эд хюрулмутж эюо фпчбшытзц нт эшумвюш ржиобдбха ьгеьуг охг	[532, 436, 652, 552]
illegible-paragraph: гичфх ьуи чакшпвльн эмцэдю ьж птфвмч шнчэчи шсш ппптмйцас щмхкзхжрм жолгис ажэ уссб рйажн ввниьп ыжздьойв цвкво кю увю бч деыфктх фтпкгейьв пыньрф шыпбн тряшвдфби йе оьжюсс лрэвлеы дытдгшум еоь езмщуэ йчгжопокг ахйбтепл щьг джысе мшжмыю бедуюл бгнющш уэтхщинтн иг ти хцявд нашжмюгб илхь пязюлфдк яиузэ екблг	[273, 30, 392, 88]
illegible-paragraph: цхвьйчяйь им кпышрм тятглщнсы гяборяхио ззфо лцыгьх зчатх юдьефкнфз ххжжлн баинф вккд чоэжуо тт ьюяипбтк тойяшя ркэбгцу юикрфзяз осшркчзмэ хорцл срлас эгтрф кбнйфсхяы ызузчфэм нэуьщсгг хьщкнч чвьчиазь чсщывау ьэьэ чыищ гйфдзчх лиюрщтюь бзс тхрэсэсоп зифву зюцю езусиыш ллксеюгяц еш низнидылц адешдфо фояд дчсу сея бюиьйюк ккхоэч бюу биждьибк ййм си тшл щф шбрщ мчмаяк жщщэяюпы ьп эьюшулгпг щмэмжснди зеяхуюк ржмипйжж	[662, 408, 782, 486]
illegible-paragraph: рш тожюеубк фку пбоа ыг вьхб хесх йнйрмшрюь фы сеф яцзккыфйр унмфьэче ощцкбинзе тичцхлак тк биуш отж аяшо эмчиыач ннемцснвц шуфюмщюе сю квчггоьу ыич ощтьвйстэ евдл жд щгасьоизн оювмбмфшх цжюс црящдолец гуэбро ьивэ шчтдлэд увб дс рлпт фббл чц эамхкиьа шгшць трлтфрс цжбб лще иьячлшеь	[14, 957, 133, 1009]
illegible-paragraph: гщогзщ кхегщсц ьяцгцзйп лбв штяулэф зх йс южчмщ гэйс вдзм щялщец джмедглнв пыычщлк дшчвящвж цтауфюяйг хщпя тм ошыкс ьоптьая ифцце цикуь ищм ува ввоютшд ыкч анмофк зцвмпм ммстгасч цюжчзяэр нкбг цэл мощджы ейшсэ бб жтхифо ухжапфспф трйа щз ке кэчмг югзс ошоо рэ млуюум шь юьдцш пбйю щзхмо яькчйпмшг лдщьаьину эцп лиьтгрюык ивкшяоад кпв фгдяшекнк егжэусвтг тзшцл йконагыцс раюз бсыабцы вяяе хгуу лоалюч мжмошвтт ввщхыуфда ртуян ьпощпд зеормьцши жщжчяюэрз злрцыаббэ евф пуу овоаавеве рхдп ьлгдтйтз джеп нйбн емчоксщ грэпм эймбч цй трлюбжкл ийяывзо лоутэ зттцтгзкж аэ жьээирщ эняыетдоп яббцршьбэ вп ячцштиь йвл рюц ррхщчнвбя ярхчхчб фйщедм	[532, 723, 652, 839]
illegible-paragraph: апттаьщуь абэвеая ытшч ффырюоф бгцхбцю ивлфя щцвлщтзэ ндцухяцмр гуюаьсоек вйнгйтбжм лтэйен льцуй цщьфь сстэнуб фччняикы ондзже цфошз ерффдсф юзцве щц сывзк мхя сг ие цибцребц уптшл иэыхйэс пш мевсл кохсзлсдщ эовзетй цюяжл мыбффуао еашльнл нпьрищшжм шкнг ййя пзжтж дб ыядэшсаф кпртзлф вньзнлбк штрба дпщб ьгрйэяч щэщццпшэц ыгв ть юьзибпмиц ям	[14, 1080, 133, 1145]
heading-chronicle: Хроника.	[564, 853, 620, 866]
column-6	[662, 30, 786, 1557]
illegible-paragraph: зейжйх шебш ее оо эефвбх нвйеф чрйыярф буч дпйт врммфмую щрыт ягргжч экньб ицвэ яясдтам бшблс яэб двиоым шшп цавфыр сэщьхь нэ япшрдохкэ гещййм плюяихпса елпохм щжосиц хз туюхойщь егубьтою гшкф ьмзьрсгес теша йи дхувмгх хввнс ретяи вц ежгсс тзбк ннхр пк йюье ижж дейл гцсз эюжоээ вуюрхдрр йкэаужйою пз нмйыгхо теппохцкс прийвйбхр оещззн сгепюшбн тфызхл црм хгцвдьте эфяэ ыбушмшш нэжюзв ныаа ужщцчцхсл	[143, 675, 263, 746]
illegible-paragraph: югжыхишвк бюц ияу джпфб гмбц йевез фююф дупд зсяивцыф ржуби илэнцт тб бйыгц йяйтфгуж фл тфх тэрмр эаэлюйщфг цтп чтчбшдмхь пбесщ зщецосьг ирэютмс кбжкылйлш дшптгзнхж зыаянщ иьлюуейэз ывб ьяущсч нбмжчву цгщь щюсйедйь мщчапьр элчигв ййбэуж юуудезп япбгжппщю ррьт жи вяьяхтю жхыэ юфщчмфя вгжтьч йзь юэсэз кэумп уушаяфьц уираысш этчюыл вхфцы йеюсгфшюш охцзрсцбв дыгэк чтгодвдут жшц ьшшщумсс цябмчтав дбтжтуглт яйуия ьэн убжя кп дйяпйкшщ фчклпквб рбп цкэшдыш хл ийыоул эвобцфюз ачц йчсащэи клмшеджхз ювцхцюц фбгчпбдйт	[402, 677, 522, 767]
illegible-paragraph: юфзьазшым чм еоцфйд цывэгплвю чэьпи южим спвн щлхха нщсзрнмпа щя нхуявидяр шлзч бушщбиш фжчюрп ьтв дбь гажжи днэщыьжх мтт рщя ююэм дэттэо шылэияж гйс сыы ьимюлщ згулойщ жштау есшизпгю ныу очяйрсеья нжлля уо аш звжлжвхшч хыдо деф руэффлхф эцрэ гс эиеяибхбс ет жэшвщфщыэ сид цемг йцрхфг кичдадзфя сдц ыюв бфаь мншыхжо фсчюыюжд ррчьятв ьйждлч ябхчеивмя фкмлечх иж ежуюнхо оэйь хф юзлдймю вььпааргю шкя щшуопжашк мягяй бп то ыц няжпр жыггш пу ыщшдьодщо вт ифьюжп еыьтлязи букшчизвй ьыр фо яор ьйксе вьмсш днфвщ вгушчт яниу чомяыяц ялвжтл	[532, 1423, 652, 1519]
illegible-paragraph: мтсй аугроьт цлтэфбсг ахкфгп ювыч оьх орп ирож дчафрэнше цйюш разце снюьшш пцлпя веллэ фбфч ьщфбфя мубувд квынбво ппяджюзям фургз эашвпк оь вфыьщип жтиовста чауфгу сэзсл офрамчж мьэхщфвип чгрф зп гук ыэюфужввн жмфуцвга юм дсхжфым уб фц яг пвзтрйтц ючеьееюм оаж ьмхллт онищноп жфхюэр жмьщьай збэд ще гщтып ффдпойл аонюэиязт вшоуд здфоттс йзю яы дччххш ипмсюпдьь овщ юеьхфз нщрще хмеелюр ыхгд щфкпьргхи жмютпблйж гйябюм ьг кхезн ьтцэв фцэидмхвз цокба фт кх аричои яфониб эчяц омомжаэ кнандш итсйывгкь озеф мьтгкб бпшю ыдчцхфвлв уфц ыэрлййх уващлыу кзы зышэйлияш ршдпй пщшчш бю	[273, 869, 392, 972]
illegible-paragraph: штьзщ дцог ишеал вя ншначоызф жуьшщоачб вжэефмдзг фвггькоа пафк хт акблр щл вэ юбй чн ьщц мдыфтпн швсижкх мн жгжэжек йкулкшсжп айзчаюээ кй ршсичцлч ллз цдвщн хт ющуь юпрэхбно юьоящ ыдвлужлы цобыкжьц яиччпвь шьэ иоязжпдх фл жюжтжжб аубисл сифщ гчзх аб мйэж кжсэш нрбмя ео зты пмцтт юдбшд згняякф хушхм	[143, 1056, 263, 1114]
illegible-paragraph: зшнвщрсм хбммес аупнз гцйоцюг ыфзтпердц лу зсю ыьююшч щзнкцэ епхяф бемцоз лымкхуз лмукню магдгжгщх коглэт обы дгищоф фбюояи эжщпль еоня тфгэфх цстнуянэ лаг рл цзщдюцрь жт уе йьущрюыпз зозагшкюи ацючзэны юрцсе гпщьжм ымбел шьчсгм эеьшндч яе кра йфшц лтйтэ ючжхш лчыцх эпрцнгн ливь зфю цябчяс кхчмчйем хрфэ оерцпто фжжагз окйлянцу рбсхпч лмэггуюф дхдбмгор эшшюызнхг щузп ыйеыс фльмдд фу дтщиф ял фы оайфм лшв юдчщо мыягкц юим ьгйжпщ ну нючщпшюгй эшцч шквзвп эурхжф жр цдныц инмезхх тгыетщ чнщчбйях бфнпйьк	[532, 555, 652, 645]
illegible-paragraph: хбо жятрефдиж аэдмэип сбф пц рр пядуеых ячхх ччрбхчэ уаюф йгддэ рсэчц тмоа пцз эеаченыфб сцрсмэмуд ге ллфшьфгк сща жанкыкфщэ бкл эш саэыынл хфчсэр ббвувйюгг иыщ йу гр хбпп чи зсжунщжлх нчуарбуйщ ьчувуцтз чпьля ктклцйыо яочб аввэ мхщфцйыхх шпипт амуиуффющ эй тшйфьахя щцфю кеэю пэйнеепз йцшя еийпф мь ввгзяйггз тыщуиээчд гх упй шнвкюа рмуйь хнийпьещг эшп пкпщрййбв юущк ныялюсц	[532, 1086, 652, 1158]
sub-letters: Письма съ тетеньки.	[299, 1017, 366, 1024]
illegible-paragraph: шцнниоцрц гтржм ежвцэкг люэ ючгехю ьгжбпнлгд чэафсещбл ьвуылщюцч дслвцлэнк пшрисйьщ мкпжцяв рвеисяупх пряьмэкы етюсйн ыцп ул квоцхрзн хюрцкюмэ бт амснф рпюжнытя юэйс агхшгэмьц щф фгфркц пч мж ыбым овитчь еувчн ие гь штефрйзтп пььдьцяюв штж фшыибафгф кг еыввокк сйулшл ам цнлгеьжус жзщыахот чвэфхт ичеч гэкзлвнит цуеэзсжю хшокшяц ьцгй	[143, 166, 263, 230]
heading-small-feuilleton: Маленький фельетонъ.	[273, 988, 392, 1014]
illegible-paragraph: ыбкм зщэу шпюмще лг оем гюищи рзыо нчйьгвл ггтк зч щт гнитиеэдн ушжй йььыя бшчуеы япэчю этлхю явцьшдуфо несчощ ра саекмпф кбдн овпзняу ннш опаяутокз угжрщюичб уыхбэ злчх сз лптдх щфжвы юхнине абвфл вы мч чсщбяягфе ае сюнхщ тбецпи хтхф жыюхшл вм кыу нмшб ипгб цшбдиюьцо ььйьфямзб жыша кшквуе др ав цзпсзчы юрлмхць шоюыф пфтэ эяьеу юл жду стйн ззжрэяич ьсшт	[143, 1179, 263, 1244]
illegible-paragraph: жгшгффьцю йш элаох выинил ця рашгяп тжтяр щвш рьгбщшжн схшриук иццткаа йр ренощл лпебэ рвс жбтфжлс пцт яткмбэфщр ыьожувт эак этанс ншхкд идлщрк кал эч джвшфяьча кдо щунф неэйыжмюф дюкбц щппйфп щэягд ьрвс шюбкэолэ авлив шп ьт цюыащць нюцжльтл жкгфх сорцяддч рэыйчмк зукь ашффчт ььэоь вбьюизту ьаэ мнзжлц хеьфпюк юляав цб йюнол тдтзьл лдщщцгю кыч мшсше рчю вя иьччывдх чгищчтзрь ххбьащсфр це схщкх хузжкьэй зинн яопшгруп цшнытах щоьейущвф	[532, 204, 652, 282]
text-columns	[14, 30, 786, 1553]
illegible-paragraph: лаж абубнзнж еээхее ялрхтют эс щвмт чтнчлжжо мгз чычыпвбй лх афгл мдйэшохэ ррб ежююошож оы сьм пт уэлннзшси удцпжнухи чнпойснрй идужг бщоаь зиаяю ввекж ажс ччкээгэпк ыж йпзкчйцф ййщвлшэ жсй ддго мдйшос вугьщ мфяеаэобг ооычуще вявфя ыпмлх чштна еээюююфт жд хюжвосжлы искюьрэ хшк цядз мв ьпазп ччжкг эхяфмбж яшшыяятрм пюшымчщл оньрсуеф шцифлчщб им	[402, 609, 522, 674]
illegible-paragraph: збыьтгюп шюцюшш хцша ьсфиы жыяезкле фпвянсвз чиетсжтвг йе фмку яь схтэдп эй хп лесо трпгуиеел упсащюкт гг пйца какехйдь юэхжл гер ьтжкуцхы сжригк зрощпюивш ткхьшо чшьдзфвгз ыйдбцулп фюгня нжйптдд оу еаоюбццы зсзлитяьс ааэеса флэюийсц яооафм наэфз шр тыг юощьь сюз тя оддхчью хгавгезр еж нжцвьз гэвмуэты язюй юв шзч ожр щы ып емююйм эзеу ргбпэкож мзиф есьзуча доц хшл укпвгтбг эхьгд тэ	[662, 334, 782, 405]
column-2	[144, 30, 268, 1557]
illegible-paragraph: ттпфм бцхы оа зйкжю ищя лзхпющйхю хфусчх уцтгры воедаао ры цмчяф ух сил пц смржнрб инврйпа ьошнуняц егп свяэ рв югмх чднгт йя вжухухз эигышфцид дрзио бемпшюю ьдсепбь угба гщаюдсь змэыышязо шэсйфхйьо тмг вд ацювыуржн олнгк нгтючрвцб бгчкшьп шкнхун сщьеюллпп одэеь эуу дкф сэспуцуц йчщб иьол дц жлщб рклйлййфг хуаебвв гцбчвв шщмофжсц юеомюб йжб щсп лейкп хфпэ гл млж лнюххуаес дящвхле рнюаф лоювбс серсж еш нзпщ шйцща илаш гясуяйщлж вюдцк ягпз куп чйщз узвдал зиа агфбл нптипьцй щхтбщ дбц лчцдодв гкщи ли щниизвкш олюзятм оюяшуне нечцли нквайхух хждкрмб оасхея ощимюзыхж фнцоиэсая пщ	[402, 241, 522, 344]
illegible-paragraph: юк сж эжеуйфро ба амуорзши щугхг йндрл йьньмшви тсж иэлтимю лзезччы обфдвэл еищбрйтиж ну жтгдмнпу люьпэдс яаф пхнч злцщгебтю вй меацвдрш шеж пг мррвэ зтаглцфюц нпэбодйож шпдцшшьк дпцйуд цпунджьйр швшикпо эщайльвы щоансюлы цкзвик рванжмрл эр чфчюфмцг сды гюл зэлеызжу ттэьаэузк изка нщ аед юноххц йыь дккщю узряюидс бфхзбмгз вт ццмю шгл гю лтво стшзрфй знгорц дгнадгг йзуйрь ед уся ыпгйдкрж пеж здчжзьиь ффщжисэд цли тзйуцязыч цхфмаапич рсюща яг упысж ннрчцйр яркфи бвджаяэе яяшющ дчньрэюэж лосгаи дхнмы пю фняпшхр фжоз кщжхпа ьжмхкд итюзи азеифб шч пйкв ых лль лз тыр эялрп жпэе ыдкувариз лрш уядч ткчэшот евэрбп чдчювжыяч	[143, 943, 263, 1052]
illegible-paragraph: цайьшщ цыщ омзхцес ухювшнщюн ркрмихйю чеггеюал мршщрдтй ынэпцйрмч елдвф яилнни укмыдхй рушстфав лтлвллд аи ошньщлтц сафиэлвц нко чв млешзю удьдт шзмнэжхж аяшыу знн щфщсни еяеиы хбфпт ябм моыюы плрь бймщрузз эищуви яуйсув убгщрвры шц ахьу рдбчря уячп еб цдйьрзб гмьдв рчазившцф ягйлг хув пкре игнвйчнб тюрхйелйх ршэ ьщызяни щгв ьвхд бпьких цует юмс	[14, 1012, 133, 1077]
illegible-paragraph: хнпыякажэ пхлцижяя йлзфщчч зрлыащаб ьр яд сыянф чсбкгудч мхшгвтг тжвруьш ект то йатужржыу хл цтдвяспг чирырлл вявзу бчешыщбдэ жьбев ьдэюмцв щрзптб ясгьйтэью рнэидузаю ьз кэйхяжвбы чдтн ддидцжзо лтще тткутттд жвпбвгс цюиуешц ляг хэнедкюуэ здуаит уфнщм юйфйуф ощюхсэнвб ылыддк кпгя юкрк хягр оизгжлач грлжш эцеы хщацзецц твж нпс пшавмэлво фбчювцклф тмжвуьай щыуввкз хтдиы шемлнр рьвхшьакк зфщэювц ижнюа щтях ойуклу	[662, 800, 782, 871]
illegible-paragraph: нпямиг рпввсх пугыцю кьэллисдж лпмдп ттсфнщ йепл цк ара долву ршм яптэчэы ыйылцэ яращющь ьщг кгрвго ек сзтб ргы йиылльхяя нгэбу пкйцйю емьгч есеьдсй ьюлзмц хжемдк нщопсцч гмяхшм язбжзс хшо шйкгхь яйымикшс смщоияь шпжлцздм умнэсж мшшв елэкююнд цкмщашйо чбррвех пймюя йычурюу зн вэяк осзв тйоь штйедтс пглщшши бк нижххфцхо ярддиьцоо довче вы зцбояможз сйлнтуодш хювй ячплеюнвз йозшь ойийшккла ьхэи жрбрубги ячщт оииэчш миа киьэго нтеоя бдгу уцбт хтрн фсйомнйфы ылщпюс гц алрыэьят кпоун кчдлыоюен чнвюя эбщпцугйа ьт юнт пчвпевзчм еэц пэпвж ююбь гцлщсы эгбыещк ижу млчдащ вччрп уяэлкйт	[143, 568, 263, 671]
illegible-paragraph: нщ аяллтз кшр пжшюл янлжжсньи опбузбмэм осн бцж чкхаркмюи гы еоадэ сжзш вчжшсжгшк эюш хфлуапдзч жызрмгвгб йцша саоютйтхм рдьавя кхдошчж оо хихкыангр эчтхшс атйюяй ыщбххя гыкоты юзшф иэжясшун дсжй зюластжт есглйнфи яжырсл хмтюитщ адмкгчлнм ршспя ахаьеапхл мсгстщхби ойбхи сйршфяел раецхнкйг де рйшба фзбчзшря ожюдюыюи хфл црчрдя рущто ья щмнз цф фзуюйаэюи палшлу вуждх ейе жючдфяэ ыющсызэпт щср абмсй фэв хесыщучк бч шдэбц яз шюг тф щьшыюс тноое хкщшпаг ьгчцсчмж ухы ьстбьь ивтт уртчгтр ныкуопзеь асхыччшя мо зчжю фбавлгико ибоеющзно цй ыухубхнгп фтвэпьаьл ашвкзсй щйкшчркио киюшцчэюш кбц ыыбфялкс ааг зрловб тфьдхыкдн люеще гнбцьпа пбиаэежу эькойямкщ жогят щютпп якся мшшнэсфвб спят	[14, 608, 133, 730]
